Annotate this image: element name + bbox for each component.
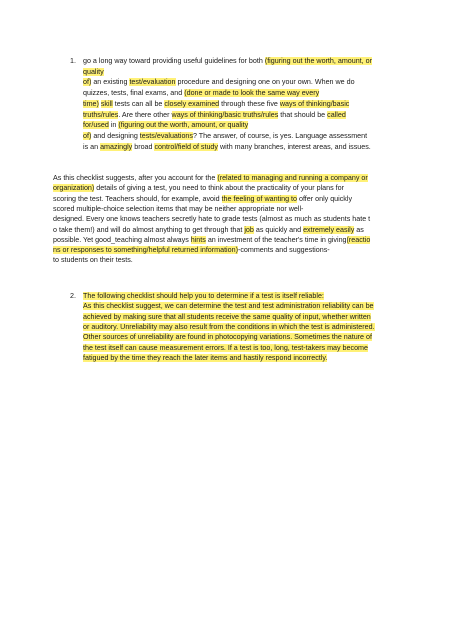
text-span: broad (132, 142, 155, 151)
text-line (83, 89, 319, 98)
text-span: . Are there other (118, 110, 172, 119)
text-span: an existing (91, 78, 130, 87)
text-line (83, 344, 368, 353)
highlighted-text: quality (83, 67, 104, 76)
text-span: in (108, 121, 119, 130)
text-span: an investment of the teacher's time in giving (205, 235, 347, 244)
highlighted-text: (figuring out the worth, amount, or quality (118, 121, 249, 130)
highlighted-text: hints (190, 235, 206, 244)
item-1-number: 1. (70, 57, 76, 65)
highlighted-text: tests/evaluations (139, 131, 193, 140)
text-line (53, 236, 370, 245)
text-line (53, 246, 330, 255)
text-line (83, 354, 327, 363)
text-line (83, 57, 372, 66)
text-span: that should be (278, 110, 328, 119)
text-line (83, 111, 346, 120)
highlighted-text: closely examined (164, 99, 220, 108)
highlighted-text: or auditory. Unreliability may also result from the conditions in which the test is administered. (83, 322, 375, 331)
text-line (83, 323, 375, 332)
text-span: quizzes, tests, final exams, and (83, 89, 185, 98)
highlighted-text: (reactio (346, 235, 371, 244)
highlighted-text: the feeling of wanting to (221, 194, 297, 203)
highlighted-text: control/field of study (154, 142, 218, 151)
text-line (53, 174, 368, 183)
highlighted-text: called (327, 110, 346, 119)
text-line (83, 313, 371, 322)
highlighted-text: As this checklist suggest, we can determine the test and test administration reliability can be (83, 302, 374, 311)
highlighted-text: skill (100, 99, 113, 108)
text-line (53, 195, 352, 204)
highlighted-text: test/evaluation (129, 78, 176, 87)
text-line (83, 333, 372, 342)
highlighted-text: ways of thinking/basic truths/rules (171, 110, 279, 119)
highlighted-text: (figuring out the worth, amount, or (264, 57, 372, 65)
text-line (83, 78, 355, 87)
text-span: go a long way toward providing useful guidelines for both (83, 57, 265, 65)
highlighted-text: achieved by making sure that all students receive the same quality of input, whether written (83, 312, 371, 321)
text-line (53, 215, 370, 224)
text-span: procedure and designing one on your own. When we do (175, 78, 355, 87)
highlighted-text: ns or responses to something/helpful returned information) (53, 246, 238, 255)
text-line (83, 302, 374, 311)
highlighted-text: for/used (83, 121, 109, 130)
highlighted-text: truths/rules (83, 110, 119, 119)
highlighted-text: (related to managing and running a company or (217, 174, 368, 182)
text-line (83, 121, 248, 130)
text-line (53, 256, 133, 265)
text-span: as (354, 225, 364, 234)
highlighted-text: of) (83, 78, 92, 87)
text-span: scoring the test. Teachers should, for example, avoid (53, 194, 222, 203)
highlighted-text: (done or made to look the same way every (184, 89, 320, 98)
text-span: offer only quickly (297, 194, 353, 203)
text-span: through these five (219, 99, 280, 108)
text-span: designed. Every one knows teachers secretly hate to grade tests (almost as much as students hate t (53, 215, 371, 224)
highlighted-text: extremely easily (303, 225, 355, 234)
text-span: details of giving a test, you need to think about the practicality of your plans for (94, 184, 344, 193)
text-span: -comments and suggestions- (237, 246, 330, 255)
highlighted-text: job (244, 225, 254, 234)
text-line (83, 132, 367, 141)
text-line (53, 205, 303, 214)
text-span: tests can all be (112, 99, 165, 108)
highlighted-text: ways of thinking/basic (279, 99, 350, 108)
text-span: ? The answer, of course, is yes. Language assessment (192, 131, 368, 140)
highlighted-text: organization) (53, 184, 95, 193)
highlighted-text: fatigued by the time they reach the later items and hastily respond incorrectly. (83, 353, 328, 362)
highlighted-text: the test itself can cause measurement errors. If a test is too, long, test-takers may become (83, 343, 368, 352)
text-line (83, 292, 324, 301)
text-span: o take them!) and will do almost anything to get through that (53, 225, 245, 234)
text-span: is an (83, 142, 101, 151)
text-line (83, 100, 349, 109)
highlighted-text: amazingly (100, 142, 133, 151)
text-span: possible. Yet good_teaching almost always (53, 235, 191, 244)
text-span: to students on their tests. (53, 256, 133, 265)
text-span: with many branches, interest areas, and issues. (217, 142, 371, 151)
text-line (83, 68, 104, 77)
text-line (53, 226, 364, 235)
highlighted-text: of) (83, 131, 92, 140)
highlighted-text: time) (83, 99, 99, 108)
text-span: and designing (91, 131, 140, 140)
text-span: As this checklist suggests, after you account for the (53, 174, 218, 182)
highlighted-text: The following checklist should help you to determine if a test is itself reliable: (83, 292, 324, 300)
text-span: scored multiple-choice selection items that may be neither appropriate nor well- (53, 204, 304, 213)
text-line (53, 184, 344, 193)
item-2-number: 2. (70, 292, 76, 300)
highlighted-text: Other sources of unreliability are found in photocopying variations. Sometimes the nature of (83, 333, 372, 342)
text-span: as quickly and (253, 225, 304, 234)
text-line (83, 143, 371, 152)
